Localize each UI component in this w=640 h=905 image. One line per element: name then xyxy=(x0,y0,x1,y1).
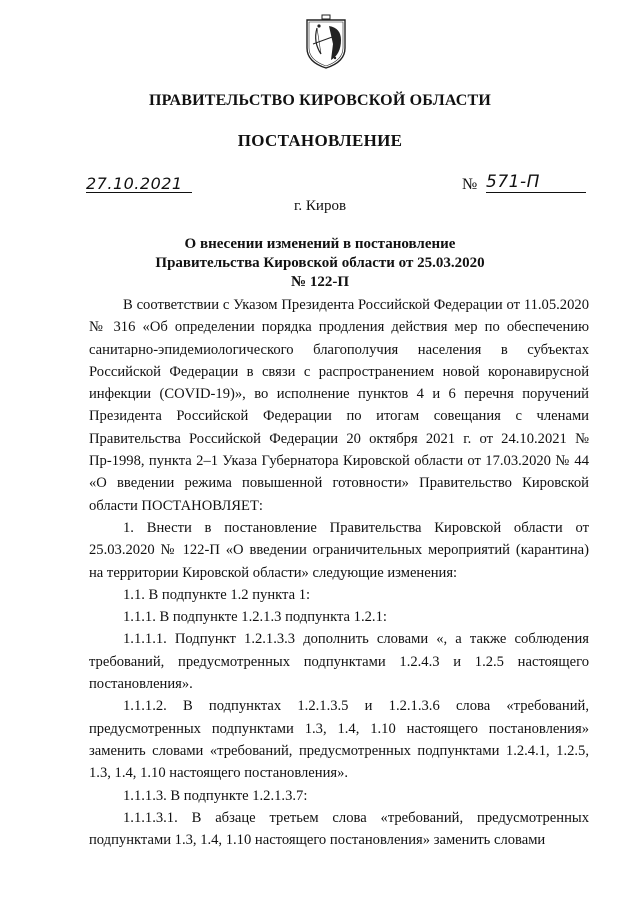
government-name: ПРАВИТЕЛЬСТВО КИРОВСКОЙ ОБЛАСТИ xyxy=(148,92,492,109)
decree-title: О внесении изменений в постановление Правительства Кировской области от 25.03.2020 № 122-П xyxy=(155,236,485,290)
decree-body xyxy=(89,294,589,851)
number-underline xyxy=(486,192,586,193)
clause-1-1-1-2: 1.1.1.2. В подпунктах 1.2.1.3.5 и 1.2.1.3.6 слова «требований, предусмотренных подпунктами 1.3, 1.4, 1.10 настоящего постановления» заменить словами «требований, предусмотренных подпунктами 1.2.4.1, 1.2.5, 1.3, 1.4, 1.10 настоящего постановления». xyxy=(89,698,589,782)
clause-1-1-1-3-1: 1.1.1.3.1. В абзаце третьем слова «требований, предусмотренных подпунктами 1.3, 1.4, 1.10 настоящего постановления» заменить словами xyxy=(89,809,589,849)
number-sign: № xyxy=(462,176,478,193)
clause-1: 1. Внести в постановление Правительства Кировской области от 25.03.2020 № 122-П «О введении ограничительных мероприятий (карантина) на территории Кировской области» следующие изменения: xyxy=(89,519,589,581)
decree-date: 27.10.2021 xyxy=(86,174,183,193)
date-underline xyxy=(86,192,192,193)
kirov-coat-of-arms-icon xyxy=(305,14,347,70)
clause-1-1-1: 1.1.1. В подпункте 1.2.1.3 подпункта 1.2.1: xyxy=(123,609,387,626)
decree-number: 571-П xyxy=(486,172,540,192)
preamble-paragraph: В соответствии с Указом Президента Российской Федерации от 11.05.2020 № 316 «Об определении порядка продления действия мер по обеспечению санитарно-эпидемиологического благополучия населения в субъектах Российской Федерации в связи с распространением новой коронавирусной инфекции (COVID-19)», во исполнение пунктов 4 и 6 перечня поручений Президента Российской Федерации по итогам совещания с членами Правительства Российской Федерации 20 октября 2021 г. от 24.10.2021 № Пр-1998, пункта 2–1 Указа Губернатора Кировской области от 17.03.2020 № 44 «О введении режима повышенной готовности» Правительство Кировской области ПОСТАНОВЛЯЕТ: xyxy=(89,297,589,514)
city: г. Киров xyxy=(293,198,347,214)
clause-1-1-1-3: 1.1.1.3. В подпункте 1.2.1.3.7: xyxy=(123,787,308,804)
clause-1-1: 1.1. В подпункте 1.2 пункта 1: xyxy=(123,586,311,603)
document-type: ПОСТАНОВЛЕНИЕ xyxy=(237,131,403,150)
clause-1-1-1-1: 1.1.1.1. Подпункт 1.2.1.3.3 дополнить словами «, а также соблюдения требований, предусмотренных подпунктами 1.2.4.3 и 1.2.5 настоящего постановления». xyxy=(89,631,589,693)
